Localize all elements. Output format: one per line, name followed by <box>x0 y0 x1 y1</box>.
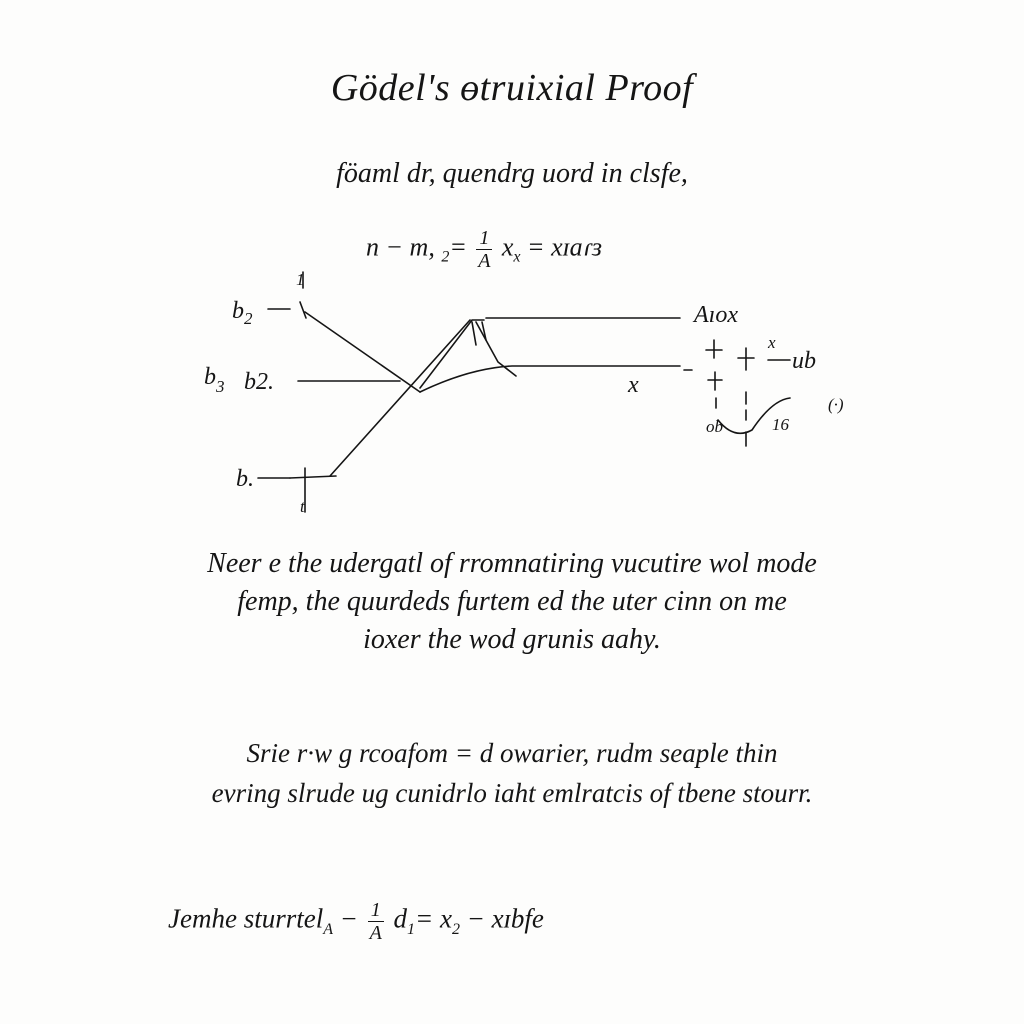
equation-2-minus: − <box>333 903 365 934</box>
equation-1-rhs-sub: x <box>513 248 521 266</box>
document-title: Gödel's ɵtruixial Proof <box>330 67 694 109</box>
label-b3: $b_3$ <box>204 364 225 396</box>
label-16: 16 <box>772 415 789 434</box>
paragraph-2 <box>0 733 1024 813</box>
equation-2-tail-sub: 2 <box>451 921 460 939</box>
equation-2-lead: Jemhe sturrtel <box>168 903 324 934</box>
equation-2-frac-num: 1 <box>368 900 384 922</box>
equation-1-frac-num: 1 <box>476 228 492 250</box>
equation-1-left: n − m, <box>366 232 442 262</box>
diagram-peak-inner2 <box>472 322 476 345</box>
equation-2-frac-den: A <box>369 922 382 944</box>
paragraph-1-line: ioxer the wod grunis aahy. <box>363 624 661 655</box>
equation-1-frac-den: A <box>478 250 491 272</box>
paragraph-2-line: Srie r·w g rcoafom = d owarier, rudm seaple thin <box>246 738 778 768</box>
equation-2-mid-sub: 1 <box>406 921 415 939</box>
diagram-tick-bottom-ext <box>290 476 336 478</box>
label-x-axis: x <box>628 372 639 398</box>
label-ub: ub <box>792 348 816 374</box>
label-paren: (·) <box>828 395 844 414</box>
equation-2-fraction <box>368 900 384 943</box>
paragraph-1-line: femp, the quurdeds furtem ed the uter cinn on me <box>237 586 787 617</box>
label-tick-top: 1 <box>296 270 305 289</box>
equation-1-rhs-tail: = xɪaɾɜ <box>520 232 603 262</box>
label-aiox: Aıox <box>694 302 738 328</box>
paragraph-2-line: evring slrude ug cunidrlo iaht emlratcis of tbene stourr. <box>211 778 813 808</box>
equation-2 <box>168 900 544 943</box>
document-subtitle: föaml dr, quendrg uord in clsfe, <box>336 158 688 189</box>
equation-1-equals: = <box>449 232 474 262</box>
equation-2-lead-sub: A <box>323 921 333 939</box>
label-b2: $b_2$ <box>232 298 253 328</box>
equation-1-small: 2 <box>441 248 450 266</box>
diagram-line-b2 <box>305 312 420 392</box>
paragraph-1-line: Neer e the udergatl of rromnatiring vucutire wol mode <box>207 548 817 579</box>
equation-2-mid: d <box>386 903 407 934</box>
diagram-line-mid <box>420 366 680 392</box>
label-b-bottom: b. <box>236 466 254 492</box>
equation-2-tail: = x <box>414 903 452 934</box>
paragraph-1 <box>0 545 1024 659</box>
label-b2-dot: b2. <box>244 369 274 395</box>
equation-2-end: − xɪbfe <box>459 903 544 934</box>
label-ob: ob <box>706 417 723 436</box>
label-x-top: x <box>768 333 776 352</box>
label-tick-bottom: t <box>300 497 305 516</box>
equation-1-rhs: x <box>495 232 514 262</box>
diagram-tick-cross <box>300 302 306 318</box>
